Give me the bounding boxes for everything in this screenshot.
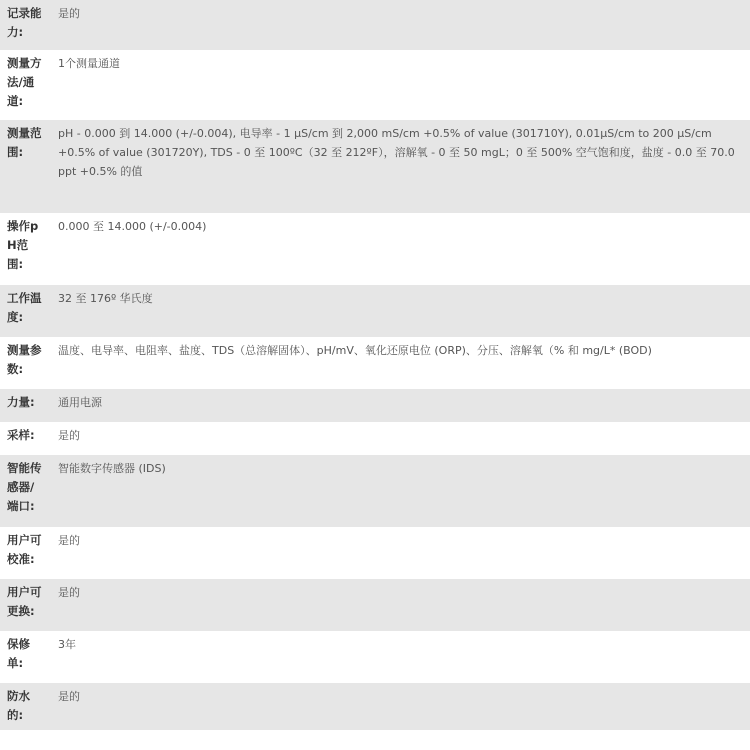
- spec-value: 0.000 至 14.000 (+/-0.004): [58, 220, 207, 233]
- spec-label: 力量:: [7, 395, 35, 409]
- spec-label: 工作温度:: [7, 291, 42, 324]
- spec-value: 是的: [58, 429, 80, 442]
- spec-value: 是的: [58, 586, 80, 599]
- spec-value: 是的: [58, 690, 80, 703]
- spec-row-calibratable: [0, 527, 750, 579]
- spec-label: 用户可校准:: [7, 533, 42, 566]
- spec-row-range: [0, 120, 750, 213]
- spec-row-warranty: [0, 631, 750, 683]
- spec-value: 是的: [58, 7, 80, 20]
- spec-row-channels: [0, 50, 750, 120]
- spec-value: 1个测量通道: [58, 57, 120, 70]
- spec-value: 通用电源: [58, 396, 102, 409]
- spec-row-replaceable: [0, 579, 750, 631]
- spec-row-waterproof: [0, 683, 750, 730]
- spec-row-power: [0, 389, 750, 422]
- spec-label: 操作pH范围:: [7, 219, 39, 271]
- spec-value: 3年: [58, 638, 76, 651]
- spec-label: 防水的:: [7, 689, 30, 722]
- spec-value: 32 至 176º 华氏度: [58, 292, 153, 305]
- spec-row-sensor: [0, 455, 750, 527]
- spec-label: 用户可更换:: [7, 585, 42, 618]
- spec-value: 温度、电导率、电阻率、盐度、TDS（总溶解固体）、pH/mV、氧化还原电位 (ORP)、分压、溶解氧（% 和 mg/L* (BOD): [58, 344, 652, 357]
- spec-row-temperature: [0, 285, 750, 337]
- spec-row-recording: [0, 0, 750, 50]
- spec-row-ph-range: [0, 213, 750, 285]
- spec-label: 记录能力:: [7, 6, 42, 39]
- spec-value: 是的: [58, 534, 80, 547]
- spec-label: 采样:: [7, 428, 35, 442]
- spec-row-parameters: [0, 337, 750, 389]
- spec-label: 测量方法/通道:: [7, 56, 42, 108]
- spec-label: 测量范围:: [7, 126, 42, 159]
- spec-value: 智能数字传感器 (IDS): [58, 462, 166, 475]
- spec-row-sampling: [0, 422, 750, 455]
- spec-label: 保修单:: [7, 637, 30, 670]
- spec-label: 智能传感器/端口:: [7, 461, 42, 513]
- spec-label: 测量参数:: [7, 343, 42, 376]
- spec-value: pH - 0.000 到 14.000 (+/-0.004), 电导率 - 1 µS/cm 到 2,000 mS/cm +0.5% of value (301710Y), 0.01µS/cm to 200 µS/cm +0.5% of value (301720Y), TDS - 0 至 100ºC（32 至 212ºF），溶解氧 - 0 至 50 mgL；0 至 500% 空气饱和度，盐度 - 0.0 至 70.0 ppt +0.5% 的值: [58, 127, 735, 178]
